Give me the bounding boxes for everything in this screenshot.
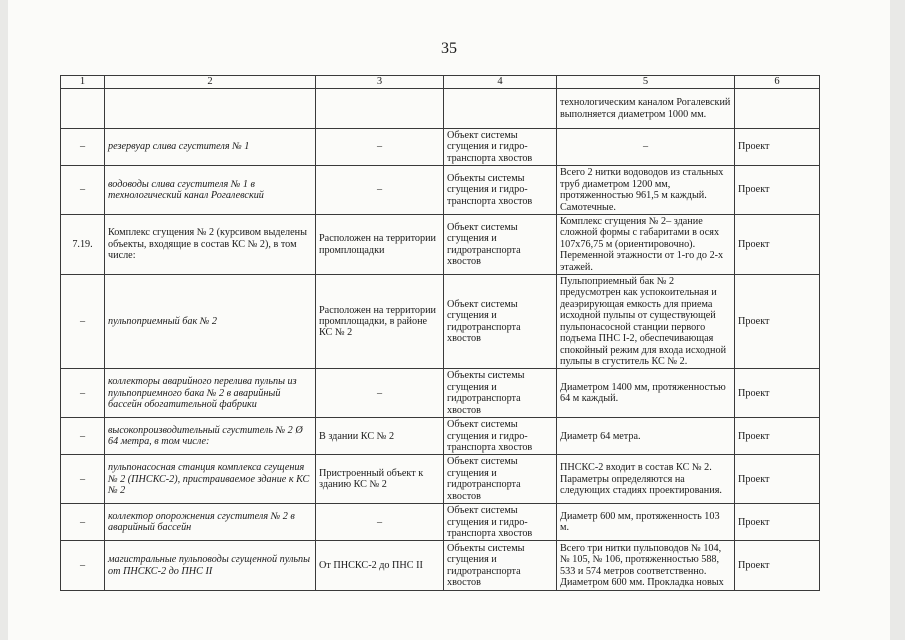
object-location: В здании КС № 2 bbox=[316, 418, 444, 455]
object-system: Объект системы сгущения и гидро-транспорта хвостов bbox=[444, 129, 557, 166]
object-location: Расположен на территории промплощадки, в районе КС № 2 bbox=[316, 275, 444, 369]
object-location: – bbox=[316, 369, 444, 418]
object-description: Всего 2 нитки водоводов из стальных труб диаметром 1200 мм, протяженностью 961,5 м каждый. Самотечные. bbox=[557, 166, 735, 215]
object-status: Проект bbox=[735, 275, 820, 369]
object-description: Диаметром 1400 мм, протяженностью 64 м каждый. bbox=[557, 369, 735, 418]
object-description: – bbox=[557, 129, 735, 166]
object-location: – bbox=[316, 504, 444, 541]
object-status: Проект bbox=[735, 418, 820, 455]
column-header: 5 bbox=[557, 76, 735, 89]
column-header: 2 bbox=[105, 76, 316, 89]
object-status: Проект bbox=[735, 369, 820, 418]
object-name: водоводы слива сгустителя № 1 в технологический канал Рогалевский bbox=[105, 166, 316, 215]
row-number: – bbox=[61, 455, 105, 504]
table-row bbox=[61, 418, 820, 455]
object-system: Объекты системы сгущения и гидро-транспорта хвостов bbox=[444, 166, 557, 215]
row-number: – bbox=[61, 129, 105, 166]
object-name: коллектор опорожнения сгустителя № 2 в аварийный бассейн bbox=[105, 504, 316, 541]
row-number bbox=[61, 89, 105, 129]
object-system bbox=[444, 89, 557, 129]
object-location: От ПНСКС-2 до ПНС II bbox=[316, 541, 444, 591]
object-status: Проект bbox=[735, 504, 820, 541]
table-row bbox=[61, 166, 820, 215]
object-system: Объект системы сгущения и гидротранспорта хвостов bbox=[444, 214, 557, 274]
object-location: Пристроенный объект к зданию КС № 2 bbox=[316, 455, 444, 504]
objects-table bbox=[60, 75, 820, 591]
object-name: высокопроизводительный сгуститель № 2 Ø 64 метра, в том числе: bbox=[105, 418, 316, 455]
column-header: 6 bbox=[735, 76, 820, 89]
table-row bbox=[61, 275, 820, 369]
object-description: Всего три нитки пульповодов № 104, № 105, № 106, протяженностью 588, 533 и 574 метров соответственно. Диаметром 600 мм. Прокладка новых bbox=[557, 541, 735, 591]
object-system: Объекты системы сгущения и гидротранспорта хвостов bbox=[444, 369, 557, 418]
object-location: – bbox=[316, 129, 444, 166]
object-name: Комплекс сгущения № 2 (курсивом выделены объекты, входящие в состав КС № 2), в том числе: bbox=[105, 214, 316, 274]
column-header: 1 bbox=[61, 76, 105, 89]
table-row bbox=[61, 504, 820, 541]
object-system: Объект системы сгущения и гидро-транспорта хвостов bbox=[444, 504, 557, 541]
table-row bbox=[61, 369, 820, 418]
object-location bbox=[316, 89, 444, 129]
object-description: Диаметр 600 мм, протяженность 103 м. bbox=[557, 504, 735, 541]
object-description: технологическим каналом Рогалевский выполняется диаметром 1000 мм. bbox=[557, 89, 735, 129]
object-system: Объект системы сгущения и гидротранспорта хвостов bbox=[444, 275, 557, 369]
object-status: Проект bbox=[735, 541, 820, 591]
object-system: Объект системы сгущения и гидротранспорта хвостов bbox=[444, 455, 557, 504]
row-number: – bbox=[61, 166, 105, 215]
object-description: ПНСКС-2 входит в состав КС № 2. Параметры определяются на следующих стадиях проектирования. bbox=[557, 455, 735, 504]
object-name: резервуар слива сгустителя № 1 bbox=[105, 129, 316, 166]
object-description: Пульпоприемный бак № 2 предусмотрен как успокоительная и деаэрирующая емкость для приема исходной пульпы от существующей пульпонасосной станции первого подъема ПНС I-2, обеспечивающая спокойный режим для входа исходной пульпы в сгуститель КС № 2. bbox=[557, 275, 735, 369]
document-page bbox=[8, 0, 890, 640]
object-status: Проект bbox=[735, 129, 820, 166]
row-number: – bbox=[61, 369, 105, 418]
object-name bbox=[105, 89, 316, 129]
object-status: Проект bbox=[735, 166, 820, 215]
row-number: 7.19. bbox=[61, 214, 105, 274]
object-system: Объекты системы сгущения и гидротранспорта хвостов bbox=[444, 541, 557, 591]
table-row bbox=[61, 129, 820, 166]
object-name: пульпонасосная станция комплекса сгущения № 2 (ПНСКС-2), пристраиваемое здание к КС № 2 bbox=[105, 455, 316, 504]
object-status bbox=[735, 89, 820, 129]
object-name: пульпоприемный бак № 2 bbox=[105, 275, 316, 369]
row-number: – bbox=[61, 504, 105, 541]
object-location: – bbox=[316, 166, 444, 215]
object-name: коллекторы аварийного перелива пульпы из пульпоприемного бака № 2 в аварийный бассейн обогатительной фабрики bbox=[105, 369, 316, 418]
object-status: Проект bbox=[735, 214, 820, 274]
object-description: Диаметр 64 метра. bbox=[557, 418, 735, 455]
object-system: Объект системы сгущения и гидро-транспорта хвостов bbox=[444, 418, 557, 455]
table-header-row bbox=[61, 76, 820, 89]
table-row bbox=[61, 214, 820, 274]
table-row bbox=[61, 89, 820, 129]
object-description: Комплекс сгущения № 2– здание сложной формы с габаритами в осях 107x76,75 м (ориентировочно). Переменной этажности от 1-го до 2-х этажей. bbox=[557, 214, 735, 274]
table-row bbox=[61, 541, 820, 591]
row-number: – bbox=[61, 275, 105, 369]
column-header: 4 bbox=[444, 76, 557, 89]
column-header: 3 bbox=[316, 76, 444, 89]
row-number: – bbox=[61, 418, 105, 455]
object-location: Расположен на территории промплощадки bbox=[316, 214, 444, 274]
table-row bbox=[61, 455, 820, 504]
object-status: Проект bbox=[735, 455, 820, 504]
object-name: магистральные пульповоды сгущенной пульпы от ПНСКС-2 до ПНС II bbox=[105, 541, 316, 591]
page-number: 35 bbox=[441, 40, 457, 57]
row-number: – bbox=[61, 541, 105, 591]
